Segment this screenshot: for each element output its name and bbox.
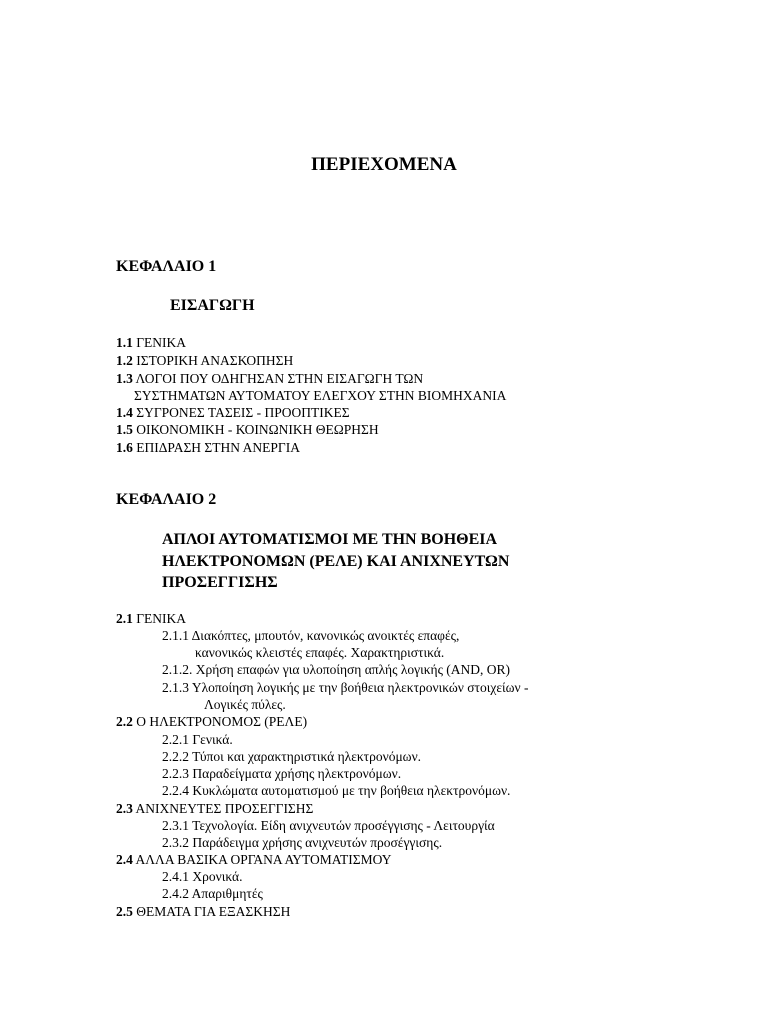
section-title: ΓΕΝΙΚΑ [132, 335, 187, 350]
section-number: 1.2 [116, 353, 133, 368]
section-number: 1.6 [116, 440, 133, 455]
toc-subentry: 2.3.1 Τεχνολογία. Είδη ανιχνευτών προσέγγισης - Λειτουργία [162, 818, 495, 833]
chapter-2-title-line: ΠΡΟΣΕΓΓΙΣΗΣ [162, 574, 278, 591]
section-title: ΘΕΜΑΤΑ ΓΙΑ ΕΞΑΣΚΗΣΗ [132, 904, 291, 919]
section-number: 2.3 [116, 801, 133, 816]
section-title: ΑΝΙΧΝΕΥΤΕΣ ΠΡΟΣΕΓΓΙΣΗΣ [132, 801, 314, 816]
toc-subentry: 2.2.2 Τύποι και χαρακτηριστικά ηλεκτρονόμων. [162, 749, 422, 764]
toc-subentry: 2.1.1 Διακόπτες, μπουτόν, κανονικώς ανοικτές επαφές, [162, 628, 460, 643]
toc-subentry: 2.2.4 Κυκλώματα αυτοματισμού με την βοήθεια ηλεκτρονόμων. [162, 783, 511, 798]
section-title: ΣΥΣΤΗΜΑΤΩΝ ΑΥΤΟΜΑΤΟΥ ΕΛΕΓΧΟΥ ΣΤΗΝ ΒΙΟΜΗΧΑΝΙΑ [134, 388, 507, 403]
section-title: ΓΕΝΙΚΑ [132, 611, 187, 626]
section-number: 1.5 [116, 422, 133, 437]
section-title: ΛΟΓΟΙ ΠΟΥ ΟΔΗΓΗΣΑΝ ΣΤΗΝ ΕΙΣΑΓΩΓΗ ΤΩΝ [132, 371, 424, 386]
toc-entry [116, 713, 307, 730]
toc-subentry: 2.1.3 Υλοποίηση λογικής με την βοήθεια ηλεκτρονικών στοιχείων - [162, 680, 529, 695]
toc-entry [116, 352, 293, 369]
section-number: 1.1 [116, 335, 133, 350]
toc-subentry: 2.4.1 Χρονικά. [162, 869, 243, 884]
section-number: 2.2 [116, 714, 133, 729]
toc-subentry-continuation: κανονικώς κλειστές επαφές. Χαρακτηριστικά. [195, 645, 445, 660]
section-number: 2.1 [116, 611, 133, 626]
toc-entry [116, 903, 290, 920]
chapter-2-heading: ΚΕΦΑΛΑΙΟ 2 [116, 491, 217, 508]
toc-entry [116, 800, 313, 817]
toc-entry [116, 421, 379, 438]
chapter-2-title-line: ΑΠΛΟΙ ΑΥΤΟΜΑΤΙΣΜΟΙ ΜΕ ΤΗΝ ΒΟΗΘΕΙΑ [162, 531, 498, 548]
toc-entry [116, 370, 423, 387]
section-title: ΕΠΙΔΡΑΣΗ ΣΤΗΝ ΑΝΕΡΓΙΑ [132, 440, 300, 455]
section-title: Ο ΗΛΕΚΤΡΟΝΟΜΟΣ (ΡΕΛΕ) [132, 714, 308, 729]
section-number: 1.3 [116, 371, 133, 386]
chapter-2-title-line: ΗΛΕΚΤΡΟΝΟΜΩΝ (ΡΕΛΕ) ΚΑΙ ΑΝΙΧΝΕΥΤΩΝ [162, 553, 510, 570]
toc-entry [116, 334, 186, 351]
toc-entry [116, 439, 300, 456]
section-number: 2.4 [116, 852, 133, 867]
toc-entry [116, 610, 186, 627]
section-title: ΣΥΓΡΟΝΕΣ ΤΑΣΕΙΣ - ΠΡΟΟΠΤΙΚΕΣ [132, 405, 350, 420]
toc-subentry: 2.2.1 Γενικά. [162, 732, 233, 747]
page-title: ΠΕΡΙΕΧΟΜΕΝΑ [311, 154, 457, 175]
toc-subentry-continuation: Λογικές πύλες. [204, 697, 286, 712]
toc-entry [116, 404, 350, 421]
toc-subentry: 2.1.2. Χρήση επαφών για υλοποίηση απλής λογικής (AND, OR) [162, 662, 511, 677]
section-number: 2.5 [116, 904, 133, 919]
toc-subentry: 2.2.3 Παραδείγματα χρήσης ηλεκτρονόμων. [162, 766, 402, 781]
section-number: 1.4 [116, 405, 133, 420]
section-title: ΑΛΛΑ ΒΑΣΙΚΑ ΟΡΓΑΝΑ ΑΥΤΟΜΑΤΙΣΜΟΥ [132, 852, 392, 867]
toc-entry-continuation [134, 387, 506, 404]
section-title: ΟΙΚΟΝΟΜΙΚΗ - ΚΟΙΝΩΝΙΚΗ ΘΕΩΡΗΣΗ [132, 422, 379, 437]
chapter-1-title: ΕΙΣΑΓΩΓΗ [170, 297, 255, 314]
toc-entry [116, 851, 391, 868]
chapter-1-heading: ΚΕΦΑΛΑΙΟ 1 [116, 258, 217, 275]
section-title: ΙΣΤΟΡΙΚΗ ΑΝΑΣΚΟΠΗΣΗ [132, 353, 294, 368]
toc-subentry: 2.4.2 Απαριθμητές [162, 886, 263, 901]
toc-subentry: 2.3.2 Παράδειγμα χρήσης ανιχνευτών προσέγγισης. [162, 835, 443, 850]
